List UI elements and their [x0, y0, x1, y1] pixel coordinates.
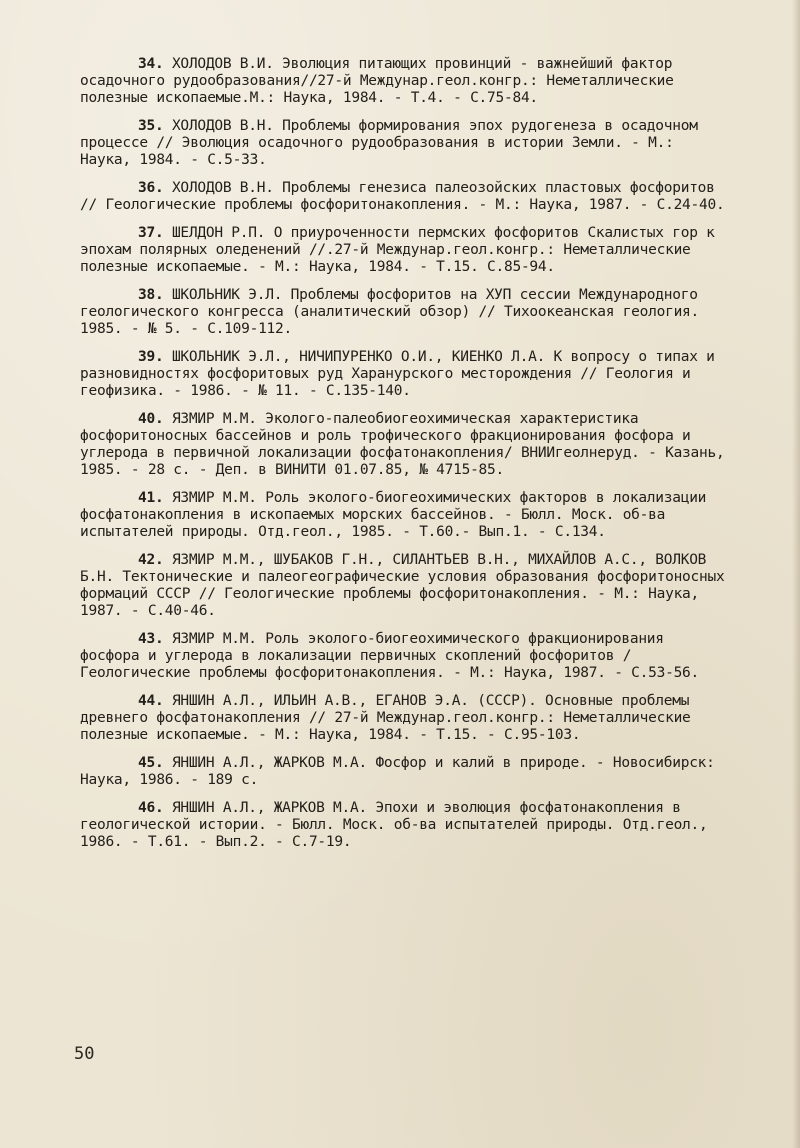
reference-item [80, 552, 730, 620]
reference-text: ЯНШИН А.Л., ИЛЬИН А.В., ЕГАНОВ Э.А. (СССР). Основные проблемы древнего фосфатонакопления // 27-й Междунар.геол.конгр.: Неметаллические полезные ископаемые. - М.: Наука, 1984. - Т.15. - С.95-103. [80, 693, 691, 743]
reference-text: ЯНШИН А.Л., ЖАРКОВ М.А. Эпохи и эволюция фосфатонакопления в геологической истории. - Бюлл. Моск. об-ва испытателей природы. Отд.геол., 1986. - Т.61. - Вып.2. - С.7-19. [80, 800, 708, 850]
reference-number: 41. [138, 490, 164, 506]
reference-item [80, 287, 730, 338]
reference-item [80, 693, 730, 744]
reference-number: 46. [138, 800, 164, 816]
reference-text: ХОЛОДОВ В.Н. Проблемы генезиса палеозойских пластовых фосфоритов // Геологические проблемы фосфоритонакопления. - М.: Наука, 1987. - С.24-40. [80, 180, 725, 213]
page-number: 50 [74, 1044, 95, 1064]
reference-number: 42. [138, 552, 164, 568]
reference-item [80, 118, 730, 169]
page-edge-shadow [792, 0, 800, 1148]
reference-text: ХОЛОДОВ В.Н. Проблемы формирования эпох рудогенеза в осадочном процессе // Эволюция осадочного рудообразования в истории Земли. - М.: Наука, 1984. - С.5-33. [80, 118, 698, 168]
reference-text: ЯЗМИР М.М. Роль эколого-биогеохимического фракционирования фосфора и углерода в локализации первичных скоплений фосфоритов / Геологические проблемы фосфоритонакопления. - М.: Наука, 1987. - С.53-56. [80, 631, 700, 681]
reference-item [80, 349, 730, 400]
reference-number: 35. [138, 118, 164, 134]
reference-number: 38. [138, 287, 164, 303]
reference-text: ЯЗМИР М.М., ШУБАКОВ Г.Н., СИЛАНТЬЕВ В.Н., МИХАЙЛОВ А.С., ВОЛКОВ Б.Н. Тектонические и палеогеографические условия образования фосфоритоносных формаций СССР // Геологические проблемы фосфоритонакопления. - М.: Наука, 1987. - С.40-46. [80, 552, 725, 619]
reference-item [80, 225, 730, 276]
reference-text: ХОЛОДОВ В.И. Эволюция питающих провинций - важнейший фактор осадочного рудообразования//27-й Междунар.геол.конгр.: Неметаллические полезные ископаемые.М.: Наука, 1984. - Т.4. - С.75-84. [80, 56, 674, 106]
reference-item [80, 411, 730, 479]
reference-number: 44. [138, 693, 164, 709]
reference-number: 43. [138, 631, 164, 647]
reference-number: 36. [138, 180, 164, 196]
reference-number: 34. [138, 56, 164, 72]
reference-number: 39. [138, 349, 164, 365]
reference-item [80, 631, 730, 682]
reference-number: 40. [138, 411, 164, 427]
reference-text: ЯЗМИР М.М. Роль эколого-биогеохимических факторов в локализации фосфатонакопления в ископаемых морских бассейнов. - Бюлл. Моск. об-ва испытателей природы. Отд.геол., 1985. - Т.60.- Вып.1. - С.134. [80, 490, 707, 540]
reference-item [80, 800, 730, 851]
reference-text: ШКОЛЬНИК Э.Л. Проблемы фосфоритов на ХУП сессии Международного геологического конгресса (аналитический обзор) // Тихоокеанская геология. 1985. - № 5. - С.109-112. [80, 287, 700, 337]
reference-number: 45. [138, 755, 164, 771]
reference-text: ШЕЛДОН Р.П. О приуроченности пермских фосфоритов Скалистых гор к эпохам полярных оледенений //.27-й Междунар.геол.конгр.: Неметаллические полезные ископаемые. - М.: Наука, 1984. - Т.15. С.85-94. [80, 225, 715, 275]
reference-item [80, 755, 730, 789]
reference-item [80, 180, 730, 214]
reference-item [80, 490, 730, 541]
reference-item [80, 56, 730, 107]
reference-text: ЯЗМИР М.М. Эколого-палеобиогеохимическая характеристика фосфоритоносных бассейнов и роль трофического фракционирования фосфора и углерода в первичной локализации фосфатонакопления/ ВНИИгеолнеруд. - Казань, 1985. - 28 с. - Деп. в ВИНИТИ 01.07.85, № 4715-85. [80, 411, 725, 478]
reference-number: 37. [138, 225, 164, 241]
reference-text: ШКОЛЬНИК Э.Л., НИЧИПУРЕНКО О.И., КИЕНКО Л.А. К вопросу о типах и разновидностях фосфоритовых руд Харанурского месторождения // Геология и геофизика. - 1986. - № 11. - С.135-140. [80, 349, 715, 399]
reference-list [80, 56, 730, 862]
reference-text: ЯНШИН А.Л., ЖАРКОВ М.А. Фосфор и калий в природе. - Новосибирск: Наука, 1986. - 189 с. [80, 755, 715, 788]
